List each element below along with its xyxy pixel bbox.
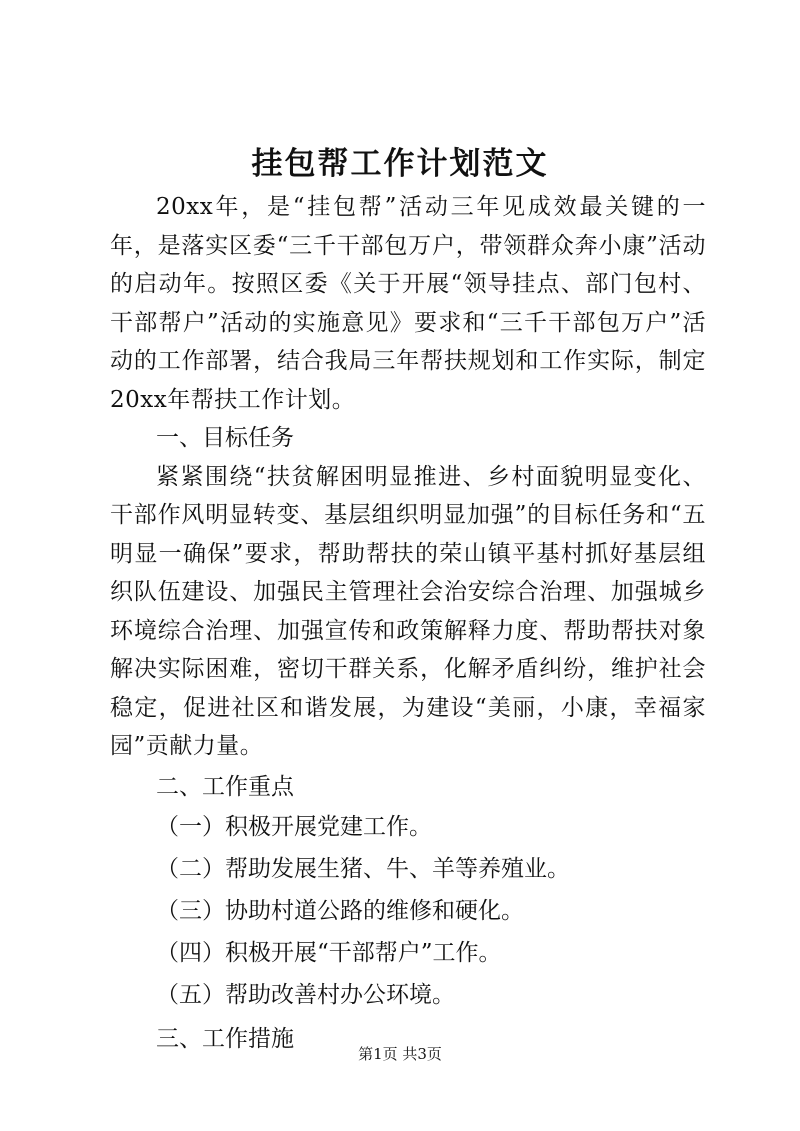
focus-item-5: （五）帮助改善村办公环境。 [156,982,455,1008]
focus-item-3: （三）协助村道公路的维修和硬化。 [156,898,524,924]
document-body [110,188,706,1059]
intro-paragraph: 20xx年，是“挂包帮”活动三年见成效最关键的一年，是落实区委“三千干部包万户，带领群众奔小康”活动的启动年。按照区委《关于开展“领导挂点、部门包村、干部帮户”活动的实施意见》要求和“三千干部包万户”活动的工作部署，结合我局三年帮扶规划和工作实际，制定20xx年帮扶工作计划。 [110,194,706,413]
document-title: 挂包帮工作计划范文 [251,146,549,182]
section-heading-focus: 二、工作重点 [156,773,294,800]
goals-paragraph: 紧紧围绕“扶贫解困明显推进、乡村面貌明显变化、干部作风明显转变、基层组织明显加强”的目标任务和“五明显一确保”要求，帮助帮扶的荣山镇平基村抓好基层组织队伍建设、加强民主管理社会治安综合治理、加强城乡环境综合治理、加强宣传和政策解释力度、帮助帮扶对象解决实际困难，密切干群关系，化解矛盾纠纷，维护社会稳定，促进社区和谐发展，为建设“美丽，小康，幸福家园”贡献力量。 [110,463,706,759]
page-footer: 第1页 共3页 [358,1045,442,1063]
focus-item-4: （四）积极开展“干部帮户”工作。 [156,940,502,966]
focus-item-1: （一）积极开展党建工作。 [156,814,432,840]
section-heading-measures: 三、工作措施 [156,1026,294,1052]
focus-item-2: （二）帮助发展生猪、牛、羊等养殖业。 [156,856,570,882]
section-heading-goals: 一、目标任务 [156,425,294,451]
